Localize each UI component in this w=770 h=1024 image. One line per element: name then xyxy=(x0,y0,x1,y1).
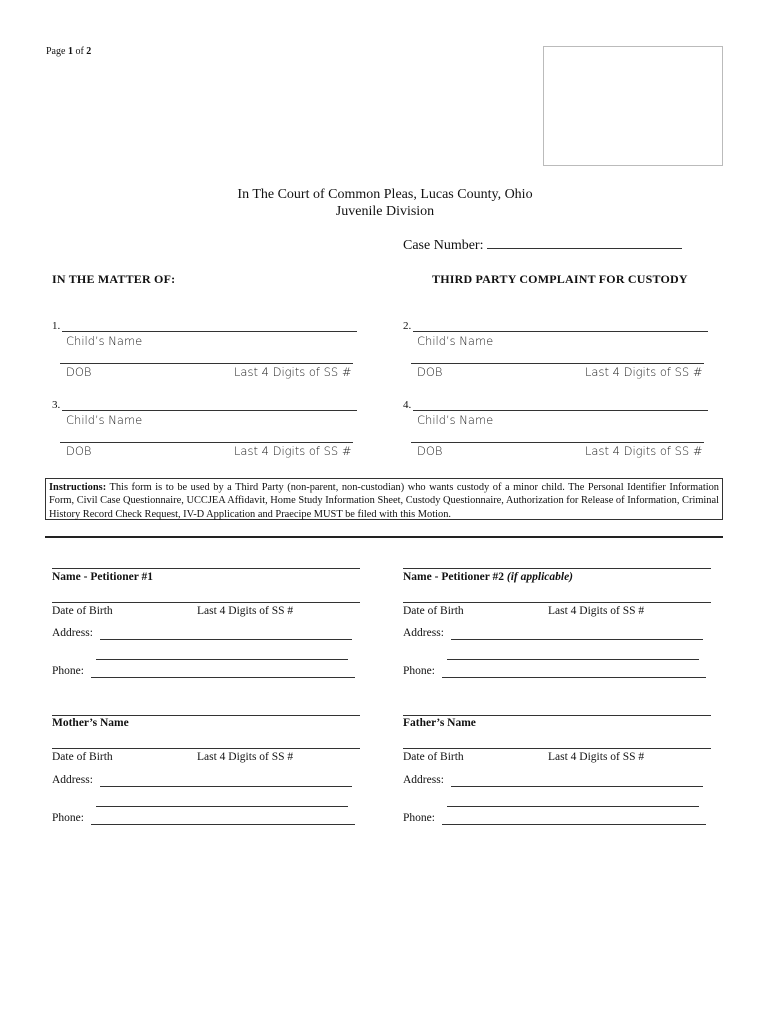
child-dob-ss-input[interactable] xyxy=(60,442,353,443)
case-number-field xyxy=(403,238,682,254)
petitioner1-name-input[interactable] xyxy=(52,568,360,569)
page-indicator xyxy=(46,46,91,57)
father-name-label: Father’s Name xyxy=(403,717,476,729)
mother-name-input[interactable] xyxy=(52,715,360,716)
instructions-lead: Instructions: xyxy=(49,482,107,493)
phone-input[interactable] xyxy=(442,677,706,678)
child-number: 1. xyxy=(52,320,61,332)
address-input-line1[interactable] xyxy=(451,639,703,640)
petitioner2-name-input[interactable] xyxy=(403,568,711,569)
father-dob-ss-input[interactable] xyxy=(403,748,711,749)
address-label: Address: xyxy=(403,627,444,639)
child-ss-label: Last 4 Digits of SS # xyxy=(585,365,703,379)
child-dob-ss-input[interactable] xyxy=(411,442,704,443)
child-number: 4. xyxy=(403,399,412,411)
court-division: Juvenile Division xyxy=(335,204,435,219)
case-number-label: Case Number: xyxy=(403,238,484,253)
petitioner1-dob-ss-input[interactable] xyxy=(52,602,360,603)
child-name-input[interactable] xyxy=(413,331,708,332)
child-ss-label: Last 4 Digits of SS # xyxy=(234,365,352,379)
dob-label: Date of Birth xyxy=(52,605,113,617)
child-dob-label: DOB xyxy=(66,365,92,379)
if-applicable-note: (if applicable) xyxy=(506,571,574,583)
child-dob-ss-input[interactable] xyxy=(60,363,353,364)
child-name-input[interactable] xyxy=(413,410,708,411)
ss-label: Last 4 Digits of SS # xyxy=(197,751,294,763)
child-name-input[interactable] xyxy=(62,410,357,411)
address-input-line1[interactable] xyxy=(100,639,352,640)
clerk-stamp-box xyxy=(543,46,723,166)
child-name-label: Child’s Name xyxy=(66,334,143,348)
case-number-input[interactable] xyxy=(487,248,682,249)
page-prefix: Page xyxy=(46,46,66,57)
address-label: Address: xyxy=(52,774,93,786)
matter-label: IN THE MATTER OF: xyxy=(52,272,176,286)
ss-label: Last 4 Digits of SS # xyxy=(548,605,645,617)
petitioner1-name-label: Name - Petitioner #1 xyxy=(52,571,154,583)
section-divider xyxy=(45,536,723,538)
child-dob-ss-input[interactable] xyxy=(411,363,704,364)
child-dob-label: DOB xyxy=(417,444,443,458)
instructions-text: This form is to be used by a Third Party (non-parent, non-custodian) who wants custody of a minor child. The Personal Identifier Information Form, Civil Case Questionnaire, UCCJEA Affidavit, Home Study Information Sheet, Custody Questionnaire, Authorization for Release of Information, Criminal History Record Check Request, IV-D Application and Praecipe MUST be filed with this Motion. xyxy=(49,482,719,520)
phone-label: Phone: xyxy=(403,665,435,677)
dob-label: Date of Birth xyxy=(403,605,464,617)
petitioner2-dob-ss-input[interactable] xyxy=(403,602,711,603)
child-number: 3. xyxy=(52,399,61,411)
child-name-label: Child’s Name xyxy=(417,413,494,427)
address-label: Address: xyxy=(403,774,444,786)
address-input-line1[interactable] xyxy=(100,786,352,787)
phone-label: Phone: xyxy=(403,812,435,824)
instructions-box xyxy=(45,478,723,520)
phone-input[interactable] xyxy=(442,824,706,825)
page-current: 1 xyxy=(67,46,73,57)
address-input-line2[interactable] xyxy=(96,806,348,807)
phone-label: Phone: xyxy=(52,812,84,824)
father-name-input[interactable] xyxy=(403,715,711,716)
phone-input[interactable] xyxy=(91,677,355,678)
child-ss-label: Last 4 Digits of SS # xyxy=(234,444,352,458)
child-name-label: Child’s Name xyxy=(417,334,494,348)
mother-dob-ss-input[interactable] xyxy=(52,748,360,749)
petitioner2-name-label: Name - Petitioner #2 (if applicable) xyxy=(403,571,574,583)
child-name-input[interactable] xyxy=(62,331,357,332)
ss-label: Last 4 Digits of SS # xyxy=(197,605,294,617)
dob-label: Date of Birth xyxy=(52,751,113,763)
child-name-label: Child’s Name xyxy=(66,413,143,427)
complaint-title: THIRD PARTY COMPLAINT FOR CUSTODY xyxy=(432,272,688,286)
child-number: 2. xyxy=(403,320,412,332)
court-name: In The Court of Common Pleas, Lucas County, Ohio xyxy=(237,187,533,202)
child-ss-label: Last 4 Digits of SS # xyxy=(585,444,703,458)
child-dob-label: DOB xyxy=(417,365,443,379)
page-total: 2 xyxy=(86,46,92,57)
address-input-line1[interactable] xyxy=(451,786,703,787)
address-input-line2[interactable] xyxy=(447,806,699,807)
phone-label: Phone: xyxy=(52,665,84,677)
child-dob-label: DOB xyxy=(66,444,92,458)
dob-label: Date of Birth xyxy=(403,751,464,763)
address-label: Address: xyxy=(52,627,93,639)
page-of: of xyxy=(75,46,84,57)
address-input-line2[interactable] xyxy=(96,659,348,660)
ss-label: Last 4 Digits of SS # xyxy=(548,751,645,763)
mother-name-label: Mother’s Name xyxy=(52,717,129,729)
address-input-line2[interactable] xyxy=(447,659,699,660)
phone-input[interactable] xyxy=(91,824,355,825)
